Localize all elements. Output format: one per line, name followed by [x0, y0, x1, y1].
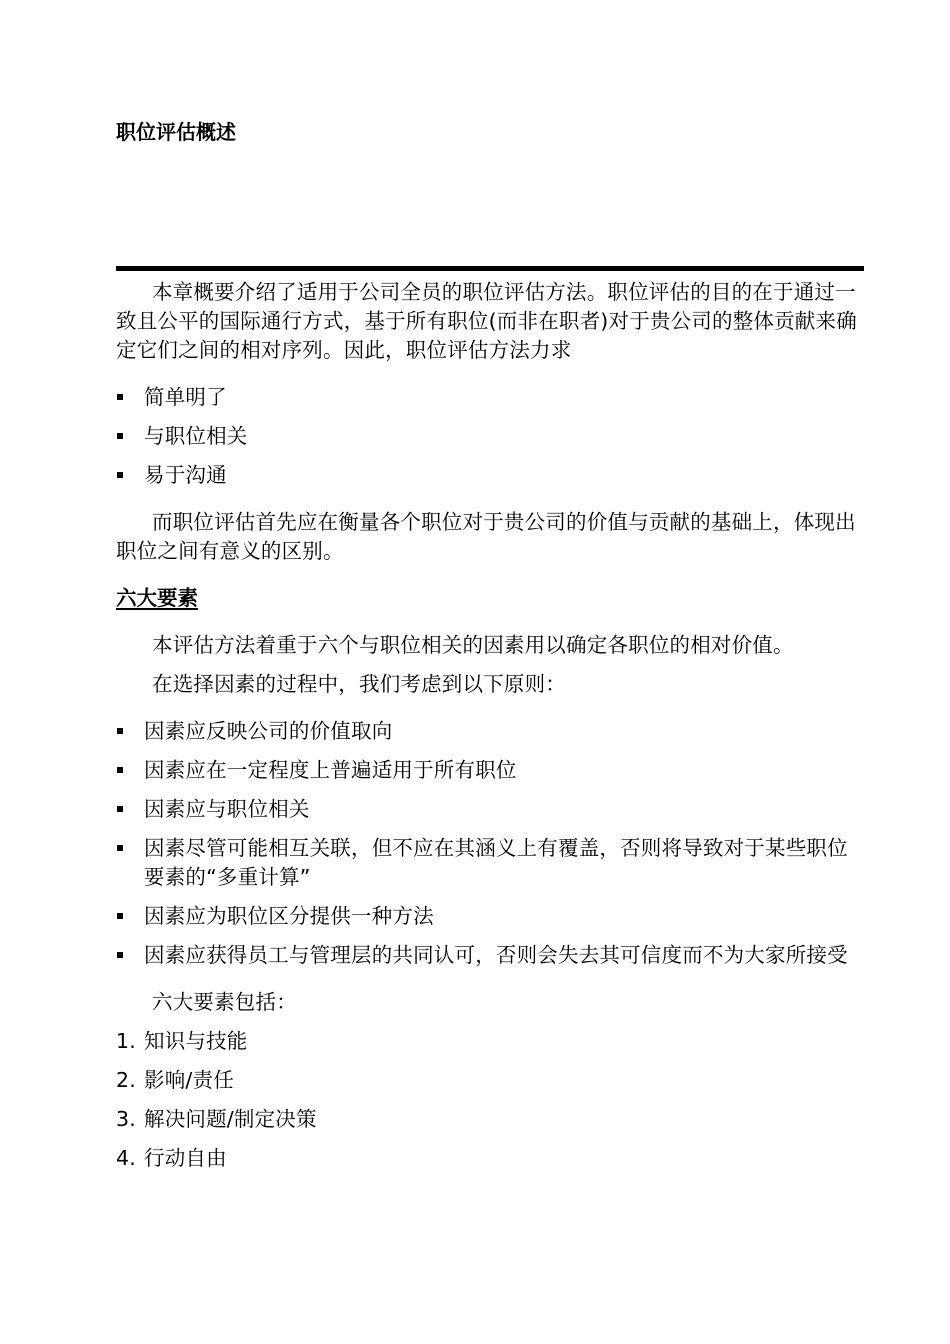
list-number: 1.	[116, 1029, 136, 1053]
list-item-text: 因素应为职位区分提供一种方法	[144, 904, 434, 928]
list-item-text: 因素应与职位相关	[144, 797, 310, 821]
section-paragraph-2: 在选择因素的过程中，我们考虑到以下原则：	[152, 672, 566, 696]
document-page	[116, 0, 864, 1344]
list-number: 2.	[116, 1068, 136, 1092]
list-item-text: 影响/责任	[144, 1068, 234, 1092]
list-number: 3.	[116, 1107, 136, 1131]
factors-intro: 六大要素包括：	[152, 990, 297, 1014]
list-item	[116, 422, 864, 451]
square-bullet-icon	[117, 394, 123, 400]
section-paragraph-1: 本评估方法着重于六个与职位相关的因素用以确定各职位的相对价值。	[152, 633, 794, 657]
list-item	[116, 383, 864, 412]
list-item	[116, 902, 864, 931]
list-item	[116, 461, 864, 490]
square-bullet-icon	[117, 806, 123, 812]
list-item	[116, 1027, 864, 1056]
square-bullet-icon	[117, 952, 123, 958]
square-bullet-icon	[117, 767, 123, 773]
list-item	[116, 717, 864, 746]
list-item-text: 解决问题/制定决策	[144, 1107, 317, 1131]
square-bullet-icon	[117, 433, 123, 439]
list-number: 4.	[116, 1146, 136, 1170]
principles-list	[116, 717, 864, 970]
list-item-text: 易于沟通	[144, 463, 227, 487]
square-bullet-icon	[117, 913, 123, 919]
list-item-text: 行动自由	[144, 1146, 227, 1170]
list-item	[116, 941, 864, 970]
list-item	[116, 1066, 864, 1095]
goals-list	[116, 383, 864, 490]
list-item	[116, 834, 864, 892]
list-item-text: 与职位相关	[144, 424, 248, 448]
square-bullet-icon	[117, 472, 123, 478]
list-item	[116, 756, 864, 785]
list-item	[116, 795, 864, 824]
factors-list	[116, 1027, 864, 1173]
document-body	[116, 278, 864, 1173]
list-item-text: 简单明了	[144, 385, 227, 409]
list-item-text: 因素应获得员工与管理层的共同认可，否则会失去其可信度而不为大家所接受	[144, 943, 848, 967]
square-bullet-icon	[117, 728, 123, 734]
intro-paragraph: 本章概要介绍了适用于公司全员的职位评估方法。职位评估的目的在于通过一致且公平的国际通行方式，基于所有职位(而非在职者)对于贵公司的整体贡献来确定它们之间的相对序列。因此，职位评估方法力求	[116, 280, 857, 362]
list-item-text: 知识与技能	[144, 1029, 248, 1053]
list-item-text: 因素应反映公司的价值取向	[144, 719, 393, 743]
intro-paragraph-2: 而职位评估首先应在衡量各个职位对于贵公司的价值与贡献的基础上，体现出职位之间有意义的区别。	[116, 510, 856, 563]
square-bullet-icon	[117, 845, 123, 851]
title-divider	[116, 266, 864, 271]
list-item	[116, 1144, 864, 1173]
list-item-text: 因素应在一定程度上普遍适用于所有职位	[144, 758, 517, 782]
page-title: 职位评估概述	[116, 120, 236, 144]
list-item-text: 因素尽管可能相互关联，但不应在其涵义上有覆盖，否则将导致对于某些职位要素的“多重计算”	[144, 836, 848, 889]
list-item	[116, 1105, 864, 1134]
section-heading: 六大要素	[116, 586, 198, 610]
